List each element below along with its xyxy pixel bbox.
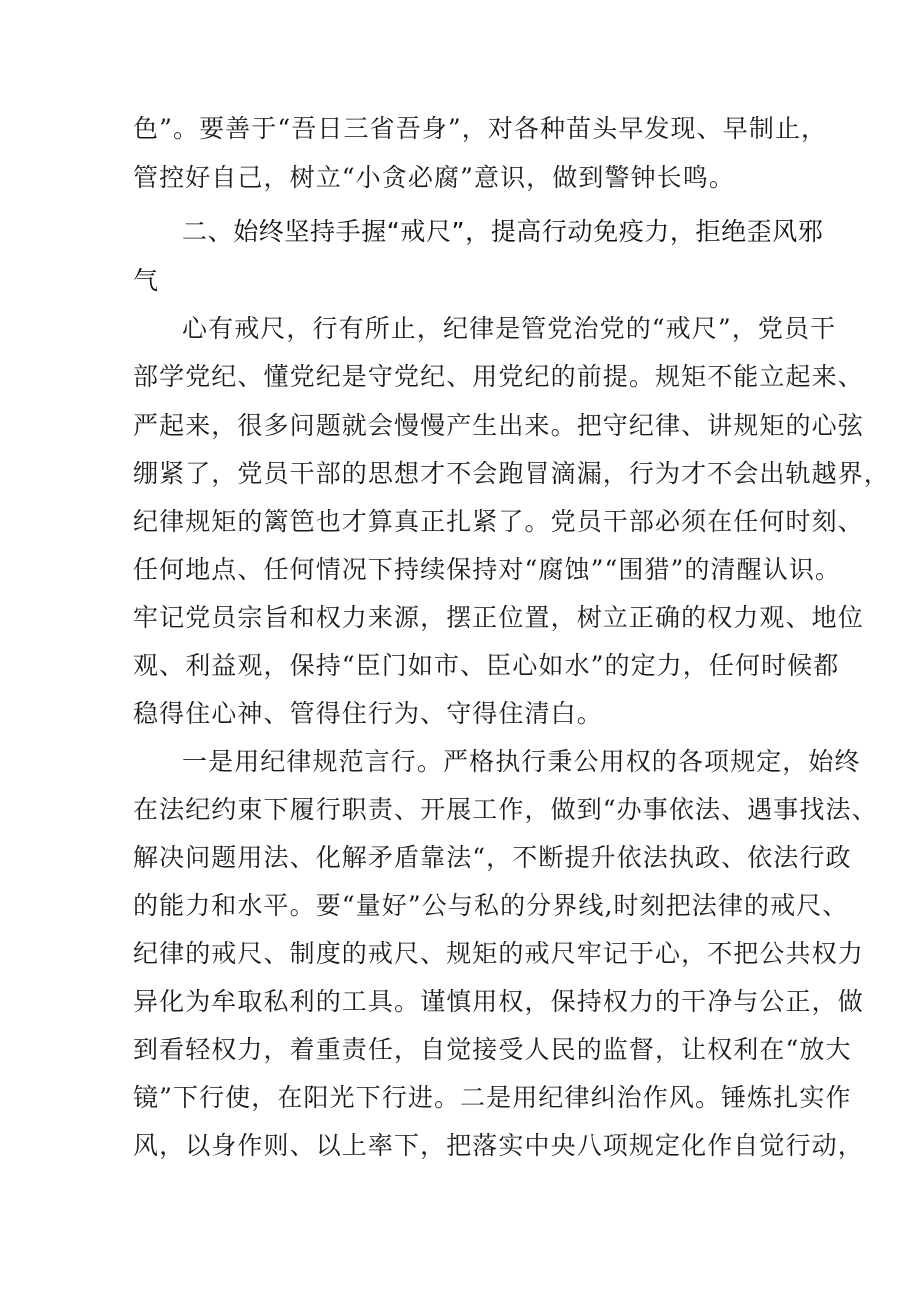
paragraph-line: 在法纪约束下履行职责、开展工作，做到“办事依法、遇事找法、 bbox=[133, 795, 878, 824]
section-heading: 二、始终坚持手握“戒尺”，提高行动免疫力，拒绝歪风邪 bbox=[182, 217, 824, 246]
paragraph-line: 镜”下行使，在阳光下行进。二是用纪律纠治作风。锤炼扎实作 bbox=[133, 1083, 852, 1112]
paragraph-line: 纪律的戒尺、制度的戒尺、规矩的戒尺牢记于心，不把公共权力 bbox=[133, 939, 864, 968]
continuation-line: 管控好自己，树立“小贪必腐”意识，做到警钟长鸣。 bbox=[133, 163, 735, 192]
paragraph-line: 绷紧了，党员干部的思想才不会跑冒滴漏，行为才不会出轨越界， bbox=[133, 459, 890, 488]
paragraph-line: 风，以身作则、以上率下，把落实中央八项规定化作自觉行动， bbox=[133, 1131, 864, 1160]
paragraph-line: 部学党纪、懂党纪是守党纪、用党纪的前提。规矩不能立起来、 bbox=[133, 362, 864, 391]
paragraph-line: 异化为牟取私利的工具。谨慎用权，保持权力的干净与公正，做 bbox=[133, 987, 864, 1016]
continuation-line: 色”。要善于“吾日三省吾身”，对各种苗头早发现、早制止， bbox=[133, 114, 828, 143]
section-heading: 气 bbox=[133, 266, 159, 295]
paragraph-line: 稳得住心神、管得住行为、守得住清白。 bbox=[133, 699, 603, 728]
paragraph-line: 心有戒尺，行有所止，纪律是管党治党的“戒尺”，党员干 bbox=[182, 314, 837, 343]
paragraph-line: 牢记党员宗旨和权力来源，摆正位置，树立正确的权力观、地位 bbox=[133, 603, 864, 632]
paragraph-line: 的能力和水平。要“量好”公与私的分界线,时刻把法律的戒尺、 bbox=[133, 891, 849, 920]
paragraph-line: 一是用纪律规范言行。严格执行秉公用权的各项规定，始终 bbox=[182, 747, 861, 776]
paragraph-line: 纪律规矩的篱笆也才算真正扎紧了。党员干部必须在任何时刻、 bbox=[133, 507, 864, 536]
paragraph-line: 到看轻权力，着重责任，自觉接受人民的监督，让权利在“放大 bbox=[133, 1035, 852, 1064]
paragraph-line: 解决问题用法、化解矛盾靠法“，不断提升依法执政、依法行政 bbox=[133, 843, 852, 872]
paragraph-line: 观、利益观，保持“臣门如市、臣心如水”的定力，任何时候都 bbox=[133, 651, 840, 680]
paragraph-line: 严起来，很多问题就会慢慢产生出来。把守纪律、讲规矩的心弦 bbox=[133, 411, 864, 440]
paragraph-line: 任何地点、任何情况下持续保持对“腐蚀”“围猎”的清醒认识。 bbox=[133, 555, 842, 584]
